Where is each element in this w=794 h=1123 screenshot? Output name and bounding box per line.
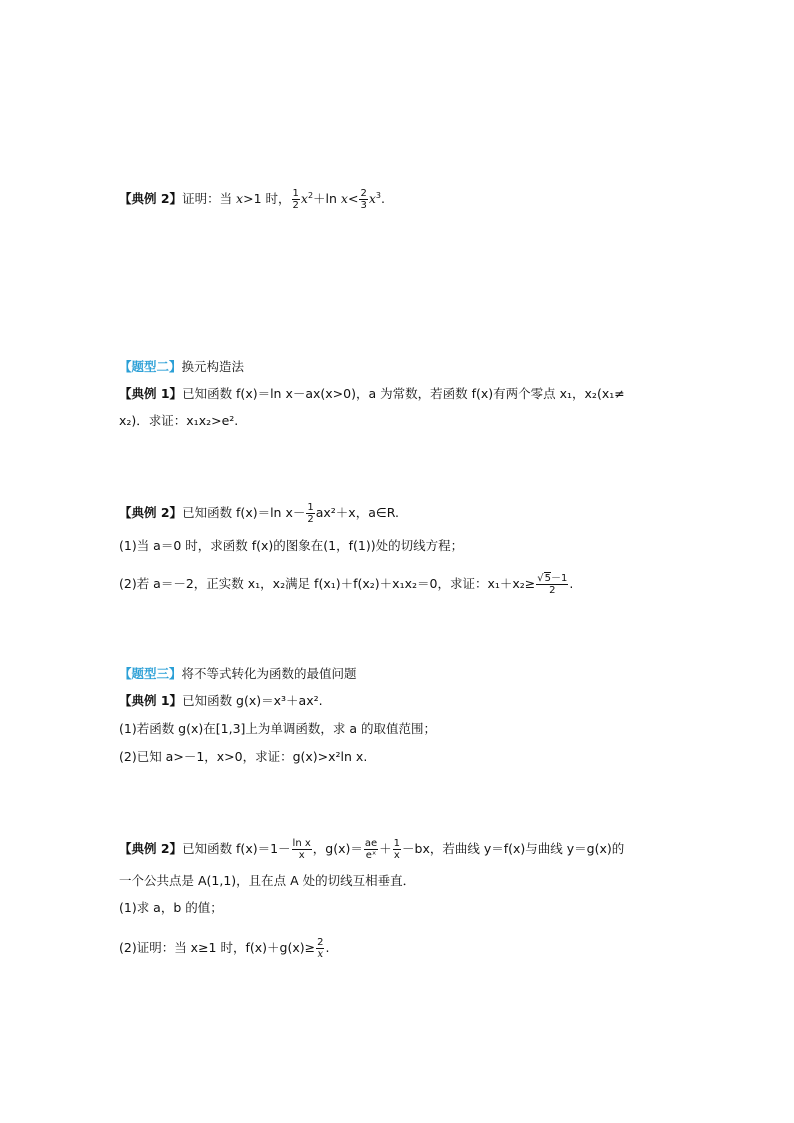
type2-example2-line1: 【典例 2】已知函数 f(x)＝ln x－ $\frac{1}{2}$ ax²＋x，a∈R. — [119, 502, 399, 525]
example-tag: 【典例 2】 — [119, 841, 183, 856]
type2-example2-q1: (1)当 a＝0 时，求函数 f(x)的图象在(1，f(1))处的切线方程； — [119, 538, 464, 553]
type-title: 换元构造法 — [181, 359, 245, 374]
fraction: $\frac{1}{2}$ — [307, 502, 314, 525]
type2-example2-q2: (2)若 a＝－2，正实数 x₁，x₂满足 f(x₁)＋f(x₂)＋x₁x₂＝0，求证：x₁＋x₂≥ $\frac{√5-1}{2}$ . — [119, 573, 574, 596]
type3-example2-q2: (2)证明：当 x≥1 时，f(x)＋g(x)≥ $\frac{2}{x}$ . — [119, 937, 330, 960]
example-tag: 【典例 2】 — [119, 505, 183, 520]
fraction: $\frac{\text{ln x}}{x}$ — [292, 838, 311, 861]
fraction: $\frac{√5-1}{2}$ — [537, 573, 568, 596]
type2-example1-line1: 【典例 1】已知函数 f(x)＝ln x－ax(x>0)，a 为常数，若函数 f(x)有两个零点 x₁，x₂(x₁≠ — [119, 386, 625, 401]
type3-example2-q1: (1)求 a，b 的值； — [119, 900, 223, 915]
type-tag: 【题型三】 — [119, 666, 182, 681]
fraction: $\frac{1}{x}$ — [393, 838, 401, 861]
fraction: $\frac{2}{x}$ — [317, 937, 324, 960]
example-2-top: 【典例 2】证明：当 x>1 时， $\frac{1}{2}$ $x^2+\ln$ x< $\frac{2}{3}$ $x^3$. — [119, 188, 385, 212]
type3-example2-line1: 【典例 2】已知函数 f(x)＝1－ $\frac{\text{ln x}}{x}$ ，g(x)＝ $\frac{ae}{\text{eˣ}}$ ＋ $\frac{1}{x}$ －bx，若曲线 y＝f(x)与曲线 y＝g(x)的 — [119, 838, 625, 861]
fraction: $\frac{1}{2}$ — [292, 188, 299, 212]
fraction: $\frac{2}{3}$ — [360, 188, 367, 212]
example-tag: 【典例 2】 — [119, 191, 183, 207]
type2-example1-line2: x₂)．求证：x₁x₂>e². — [119, 413, 239, 428]
fraction: $\frac{ae}{\text{eˣ}}$ — [364, 838, 378, 861]
type-title: 将不等式转化为函数的最值问题 — [181, 666, 357, 681]
type-tag: 【题型二】 — [119, 359, 182, 374]
example-tag: 【典例 1】 — [119, 693, 183, 708]
type3-example1-q1: (1)若函数 g(x)在[1,3]上为单调函数，求 a 的取值范围； — [119, 721, 437, 736]
type3-example1-line1: 【典例 1】已知函数 g(x)＝x³＋ax². — [119, 693, 323, 708]
type3-example2-line2: 一个公共点是 A(1,1)，且在点 A 处的切线互相垂直． — [119, 873, 416, 888]
type-2-heading — [119, 358, 244, 376]
example-tag: 【典例 1】 — [119, 386, 183, 401]
type-3-heading — [119, 665, 357, 683]
type3-example1-q2: (2)已知 a>－1，x>0，求证：g(x)>x²ln x. — [119, 749, 368, 764]
